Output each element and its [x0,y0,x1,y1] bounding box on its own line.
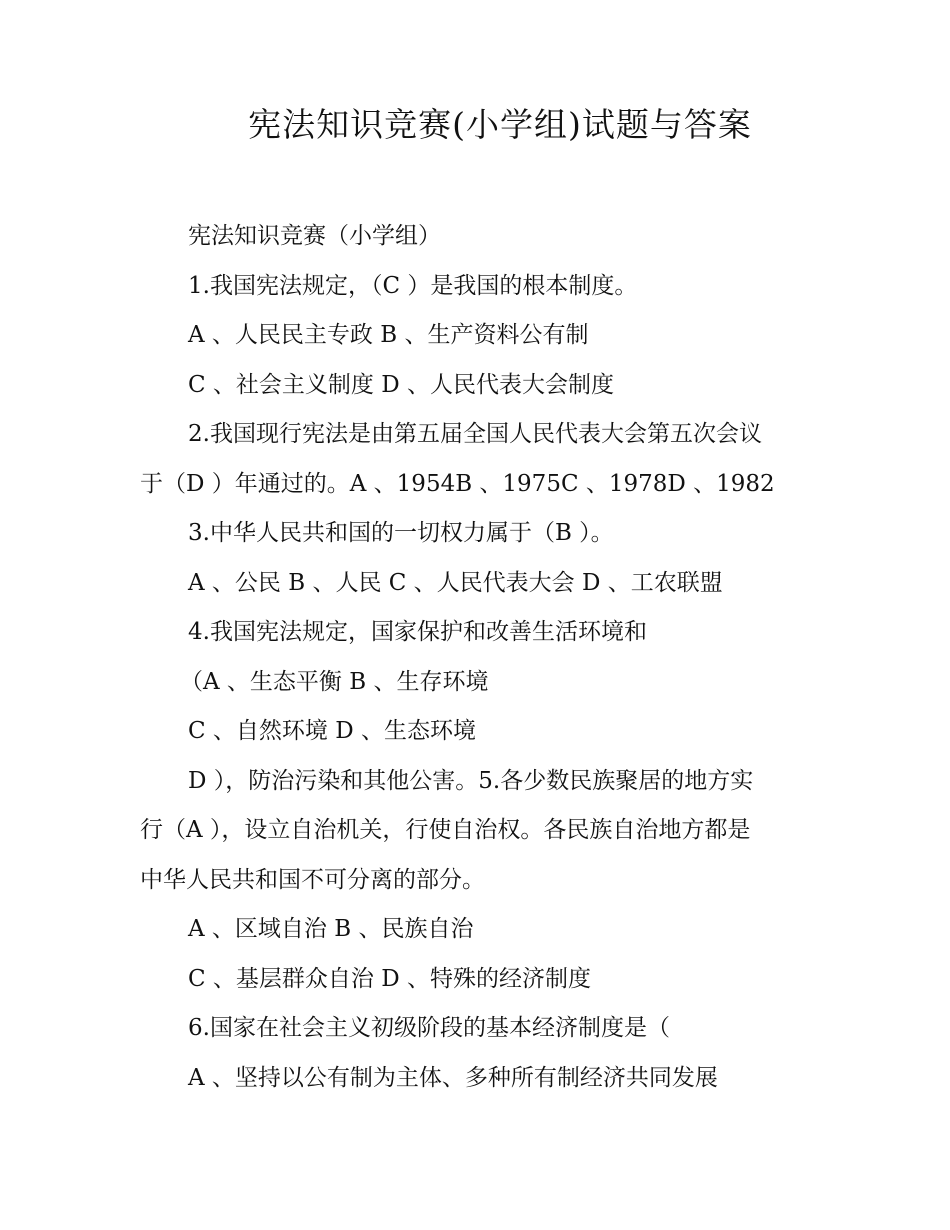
question-1-options-ab: A 、人民民主专政 B 、生产资料公有制 [188,322,589,348]
question-5-options-ab: A 、区域自治 B 、民族自治 [188,916,474,942]
question-5-continued-2: 中华人民共和国不可分离的部分。 [140,866,485,893]
question-4-options-ab: （A 、生态平衡 B 、生存环境 [180,668,489,695]
section-heading: 宪法知识竞赛（小学组） [188,223,441,249]
document-title: 宪法知识竞赛(小学组)试题与答案 [248,105,752,144]
question-3: 3.中华人民共和国的一切权力属于（B ）。 [188,520,614,546]
question-6-option-a: A 、坚持以公有制为主体、多种所有制经济共同发展 [188,1064,718,1091]
question-4-options-cd: C 、自然环境 D 、生态环境 [188,718,476,744]
question-6: 6.国家在社会主义初级阶段的基本经济制度是（ [188,1015,670,1041]
question-3-options: A 、公民 B 、人民 C 、人民代表大会 D 、工农联盟 [188,569,723,596]
question-4-answer-and-question-5: D ），防治污染和其他公害。5.各少数民族聚居的地方实 [188,767,754,794]
question-2-continued: 于（D ）年通过的。A 、1954B 、1975C 、1978D 、1982 [140,470,775,497]
question-1: 1.我国宪法规定，（C ）是我国的根本制度。 [188,272,638,299]
question-2: 2.我国现行宪法是由第五届全国人民代表大会第五次会议 [188,421,762,447]
document-body [140,212,820,1103]
question-5-continued: 行（A ），设立自治机关，行使自治权。各民族自治地方都是 [140,817,751,843]
question-4: 4.我国宪法规定，国家保护和改善生活环境和 [188,619,647,645]
question-5-options-cd: C 、基层群众自治 D 、特殊的经济制度 [188,965,591,992]
question-1-options-cd: C 、社会主义制度 D 、人民代表大会制度 [188,371,614,398]
